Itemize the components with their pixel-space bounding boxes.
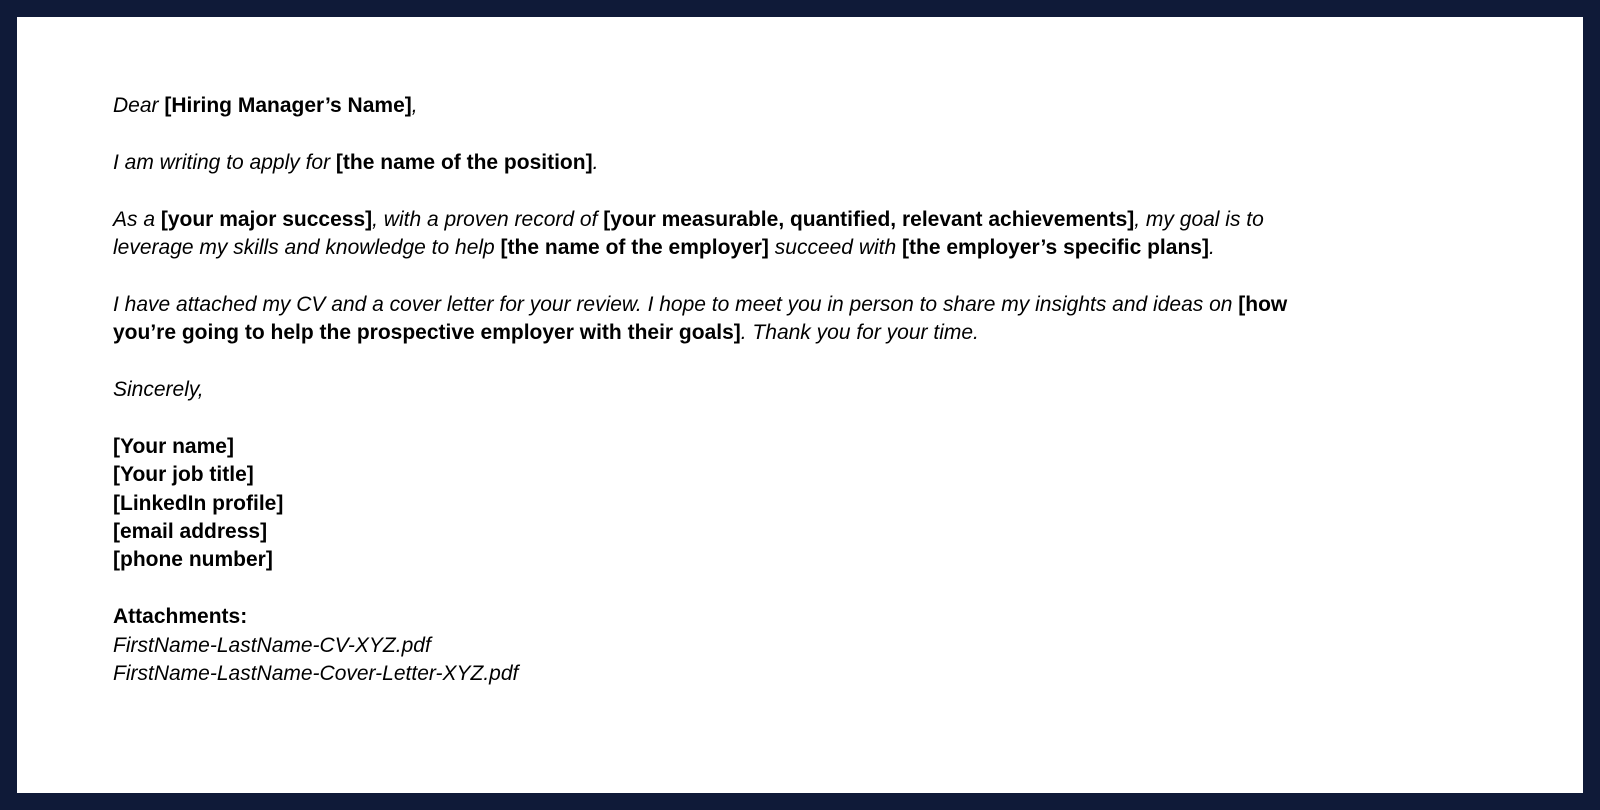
attachments-block xyxy=(113,603,1543,688)
document-page xyxy=(17,17,1583,793)
text-line xyxy=(113,92,1543,120)
placeholder-run: [email address] xyxy=(113,520,268,544)
text-run: FirstName-LastName-CV-XYZ.pdf xyxy=(113,633,431,657)
text-run: . xyxy=(1208,236,1215,259)
text-line xyxy=(113,603,1543,631)
placeholder-run: [how xyxy=(1238,292,1288,316)
placeholder-run: [your measurable, quantified, relevant achievements] xyxy=(603,207,1135,231)
opening-paragraph xyxy=(113,149,1543,177)
text-run: . Thank you for your time. xyxy=(740,321,979,345)
text-run: , my goal is to xyxy=(1134,207,1264,231)
placeholder-run: [the name of the position] xyxy=(335,150,593,174)
text-run: , with a proven record of xyxy=(372,207,604,231)
text-line xyxy=(113,461,1543,489)
letter-body xyxy=(113,92,1543,688)
placeholder-run: [phone number] xyxy=(113,548,273,572)
closing-paragraph xyxy=(113,291,1543,348)
salutation xyxy=(113,92,1543,120)
text-run: I am writing to apply for xyxy=(113,150,336,174)
text-run: FirstName-LastName-Cover-Letter-XYZ.pdf xyxy=(113,662,519,686)
placeholder-run: [LinkedIn profile] xyxy=(113,491,284,515)
text-run: leverage my skills and knowledge to help xyxy=(113,236,501,259)
text-run: succeed with xyxy=(768,236,903,259)
text-line xyxy=(113,149,1543,177)
sign-off xyxy=(113,376,1543,404)
value-paragraph xyxy=(113,206,1543,263)
text-line xyxy=(113,234,1543,262)
text-run: , xyxy=(411,94,418,117)
placeholder-run: [Your name] xyxy=(113,434,234,458)
text-line xyxy=(113,319,1543,347)
placeholder-run: [Hiring Manager’s Name] xyxy=(164,94,412,117)
text-run: As a xyxy=(113,207,161,231)
text-line xyxy=(113,376,1543,404)
text-line xyxy=(113,490,1543,518)
text-line xyxy=(113,546,1543,574)
text-line xyxy=(113,632,1543,660)
text-run: Dear xyxy=(113,94,165,117)
placeholder-run: [Your job title] xyxy=(113,463,254,487)
text-run: I have attached my CV and a cover letter for your review. I hope to meet you in person to share my insights and ideas on xyxy=(113,292,1239,316)
text-run: Sincerely, xyxy=(113,378,204,401)
text-run: . xyxy=(592,150,599,174)
text-line xyxy=(113,206,1543,234)
text-line xyxy=(113,660,1543,688)
placeholder-run: you’re going to help the prospective employer with their goals] xyxy=(113,321,741,345)
placeholder-run: [the employer’s specific plans] xyxy=(902,236,1209,259)
placeholder-run: [your major success] xyxy=(160,207,373,231)
signature-block xyxy=(113,433,1543,575)
placeholder-run: [the name of the employer] xyxy=(500,236,769,259)
text-line xyxy=(113,433,1543,461)
text-line xyxy=(113,291,1543,319)
text-line xyxy=(113,518,1543,546)
placeholder-run: Attachments: xyxy=(113,605,248,629)
